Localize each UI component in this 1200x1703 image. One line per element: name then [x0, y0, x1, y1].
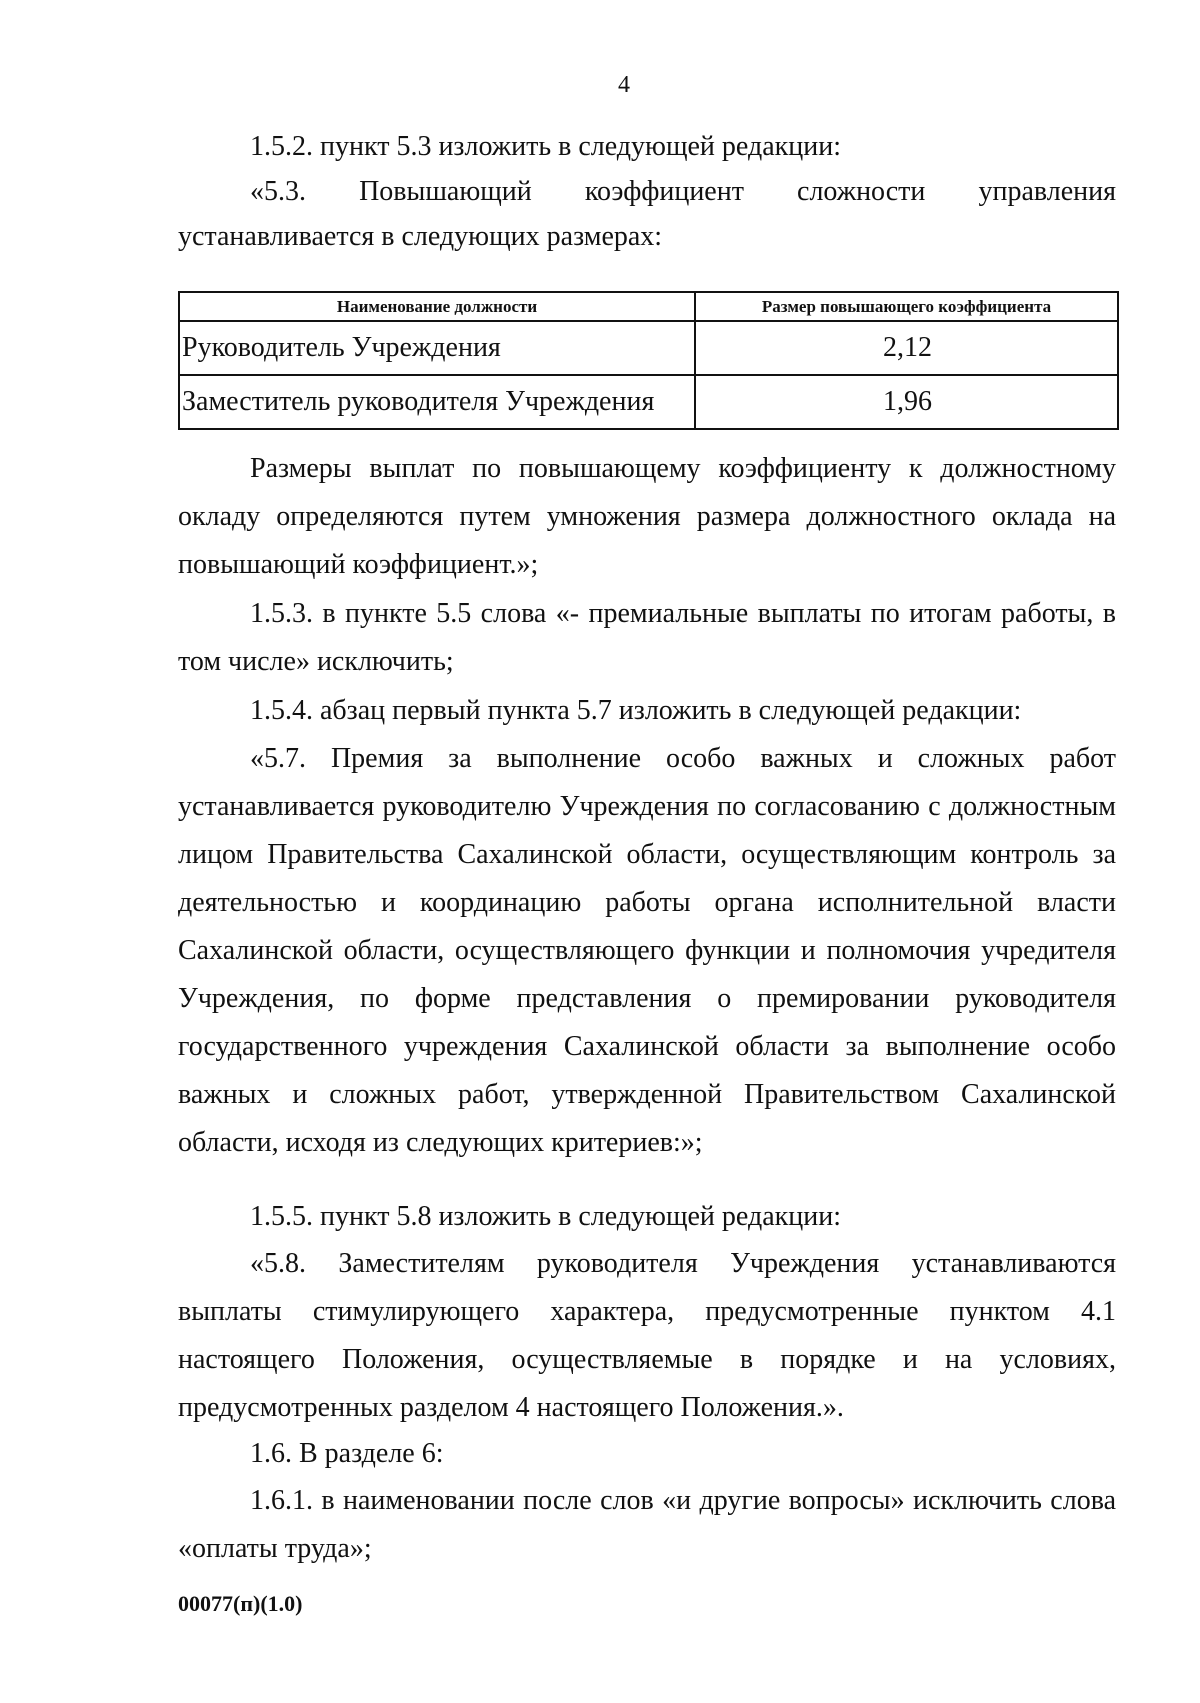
paragraph-5-8: «5.8. Заместителям руководителя Учреждения устанавливаются выплаты стимулирующего характера, предусмотренные пунктом 4.1 настоящего Положения, осуществляемые в порядке и на условиях, предусмотренных разделом 4 настоящего Положения.».: [178, 1248, 1116, 1423]
coefficient-cell: 1,96: [695, 375, 1118, 429]
paragraph-1-5-4: 1.5.4. абзац первый пункта 5.7 изложить в следующей редакции:: [250, 695, 1022, 726]
paragraph-payment-sizes: Размеры выплат по повышающему коэффициенту к должностному окладу определяются путем умножения размера должностного оклада на повышающий коэффициент.»;: [178, 453, 1116, 580]
coefficient-cell: 2,12: [695, 321, 1118, 375]
column-header-position: Наименование должности: [179, 292, 695, 321]
coefficient-table: [178, 291, 1119, 430]
paragraph-1-6: 1.6. В разделе 6:: [250, 1438, 444, 1469]
position-cell: Руководитель Учреждения: [179, 321, 695, 375]
paragraph-5-3-line-2: устанавливается в следующих размерах:: [178, 221, 663, 252]
paragraph-1-5-2: 1.5.2. пункт 5.3 изложить в следующей редакции:: [250, 131, 841, 162]
paragraph-1-5-3: 1.5.3. в пункте 5.5 слова «- премиальные выплаты по итогам работы, в том числе» исключить;: [178, 598, 1116, 677]
position-cell: Заместитель руководителя Учреждения: [179, 375, 695, 429]
paragraph-5-3-line-1: «5.3. Повышающий коэффициент сложности управления: [250, 176, 1116, 207]
column-header-coefficient: Размер повышающего коэффициента: [695, 292, 1118, 321]
table-row: [179, 321, 1118, 375]
paragraph-5-7: «5.7. Премия за выполнение особо важных и сложных работ устанавливается руководителю Учреждения по согласованию с должностным лицом Правительства Сахалинской области, осуществляющим контроль за деятельностью и координацию работы органа исполнительной власти Сахалинской области, осуществляющего функции и полномочия учредителя Учреждения, по форме представления о премировании руководителя государственного учреждения Сахалинской области за выполнение особо важных и сложных работ, утвержденной Правительством Сахалинской области, исходя из следующих критериев:»;: [178, 743, 1116, 1158]
table-row: [179, 375, 1118, 429]
paragraph-1-5-5: 1.5.5. пункт 5.8 изложить в следующей редакции:: [250, 1201, 841, 1232]
page-number: 4: [618, 72, 630, 98]
paragraph-1-6-1: 1.6.1. в наименовании после слов «и другие вопросы» исключить слова «оплаты труда»;: [178, 1485, 1116, 1564]
table-header-row: [179, 292, 1118, 321]
document-code: 00077(п)(1.0): [178, 1591, 303, 1616]
